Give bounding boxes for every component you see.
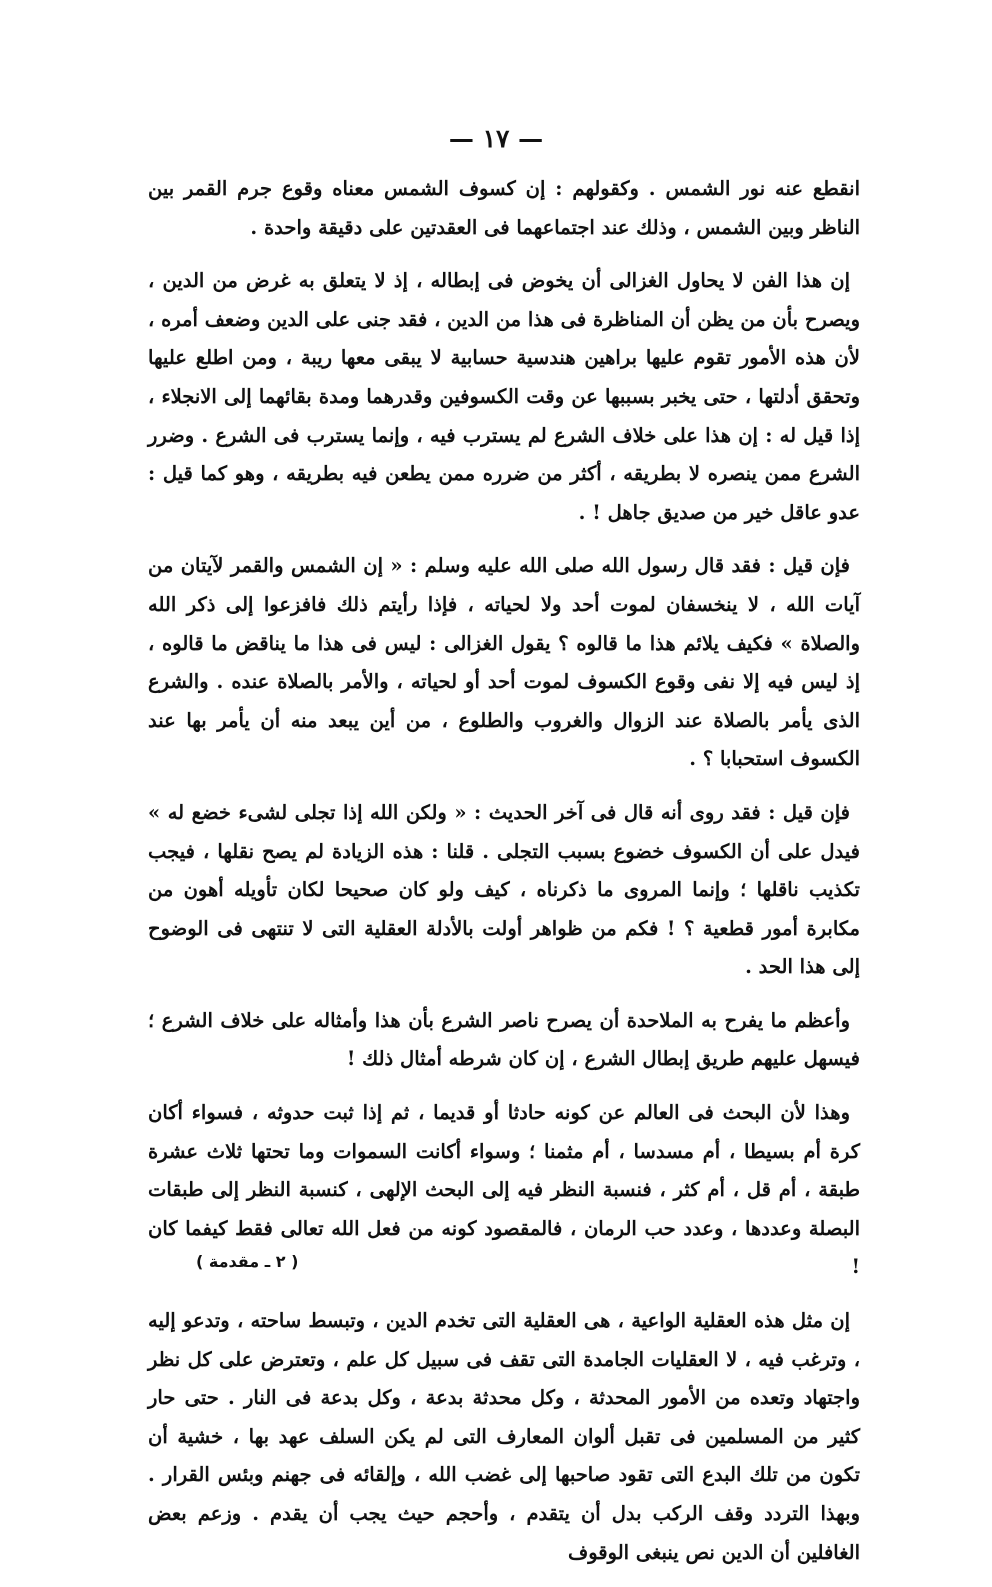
paragraph: وأعظم ما يفرح به الملاحدة أن يصرح ناصر الشرع بأن هذا وأمثاله على خلاف الشرع ؛ فيسهل عليهم طريق إبطال الشرع ، إن كان شرطه أمثال ذلك ! — [148, 1008, 860, 1071]
paragraph: إن مثل هذه العقلية الواعية ، هى العقلية التى تخدم الدين ، وتبسط ساحته ، وتدعو إليه ، وترغب فيه ، لا العقليات الجامدة التى تقف فى سبيل كل علم ، وتعترض على كل نظر واجتهاد وتعده من الأمور المحدثة ، وكل محدثة بدعة ، وكل بدعة فى النار . حتى حار كثير من المسلمين فى تقبل ألوان المعارف التى لم يكن السلف عهد بها ، خشية أن تكون من تلك البدع التى تقود صاحبها إلى غضب الله ، وإلقائه فى جهنم وبئس القرار . وبهذا التردد وقف الركب بدل أن يتقدم ، وأحجم حيث يجب أن يقدم . وزعم بعض الغافلين أن الدين نص ينبغى الوقوف — [148, 1309, 860, 1564]
paragraph: وهذا لأن البحث فى العالم عن كونه حادثا أو قديما ، ثم إذا ثبت حدوثه ، فسواء أكان كرة أم بسيطا ، أم مسدسا ، أم مثمنا ؛ وسواء أكانت السموات وما تحتها ثلاث عشرة طبقة ، أم قل ، أم كثر ، فنسبة النظر فيه إلى البحث الإلهى ، كنسبة النظر إلى طبقات البصلة وعددها ، وعدد حب الرمان ، فالمقصود كونه من فعل الله تعالى فقط كيفما كان ! — [148, 1101, 860, 1279]
page-number: — ١٧ — — [448, 124, 544, 153]
paragraph: انقطع عنه نور الشمس . وكقولهم : إن كسوف الشمس معناه وقوع جرم القمر بين الناظر وبين الشمس ، وذلك عند اجتماعهما فى العقدتين على دقيقة واحدة . — [148, 177, 860, 239]
paragraph: إن هذا الفن لا يحاول الغزالى أن يخوض فى إبطاله ، إذ لا يتعلق به غرض من الدين ، ويصرح بأن من يظن أن المناظرة فى هذا من الدين ، فقد جنى على الدين وضعف أمره ، لأن هذه الأمور تقوم عليها براهين هندسية حسابية لا يبقى معها ريبة ، ومن اطلع عليها وتحقق أدلتها ، حتى يخبر بسببها عن وقت الكسوفين وقدرهما ومدة بقائهما إلى الانجلاء ، إذا قيل له : إن هذا على خلاف الشرع لم يسترب فيه ، وإنما يسترب فى الشرع . وضرر الشرع ممن ينصره لا بطريقه ، أكثر من ضرره ممن يطعن فيه بطريقه ، وهو كما قيل : عدو عاقل خير من صديق جاهل ! . — [148, 269, 860, 524]
paragraph: فإن قيل : فقد روى أنه قال فى آخر الحديث : « ولكن الله إذا تجلى لشىء خضع له » فيدل على أن الكسوف خضوع بسبب التجلى . قلنا : هذه الزيادة لم يصح نقلها ، فيجب تكذيب ناقلها ؛ وإنما المروى ما ذكرناه ، كيف ولو كان صحيحا لكان تأويله أهون من مكابرة أمور قطعية ؟ ! فكم من ظواهر أولت بالأدلة العقلية التى لا تنتهى فى الوضوح إلى هذا الحد . — [148, 800, 860, 979]
body-text — [148, 170, 860, 1587]
paragraph: فإن قيل : فقد قال رسول الله صلى الله عليه وسلم : « إن الشمس والقمر لآيتان من آيات الله ، لا ينخسفان لموت أحد ولا لحياته ، فإذا رأيتم ذلك فافزعوا إلى ذكر الله والصلاة » فكيف يلائم هذا ما قالوه ؟ يقول الغزالى : ليس فى هذا ما يناقض ما قالوه ، إذ ليس فيه إلا نفى وقوع الكسوف لموت أحد أو لحياته ، والأمر بالصلاة عنده . والشرع الذى يأمر بالصلاة عند الزوال والغروب والطلوع ، من أين يبعد منه أن يأمر بها عند الكسوف استحبابا ؟ . — [148, 554, 860, 771]
footer-signature: ( ٢ ـ مقدمة ) — [196, 1252, 299, 1271]
